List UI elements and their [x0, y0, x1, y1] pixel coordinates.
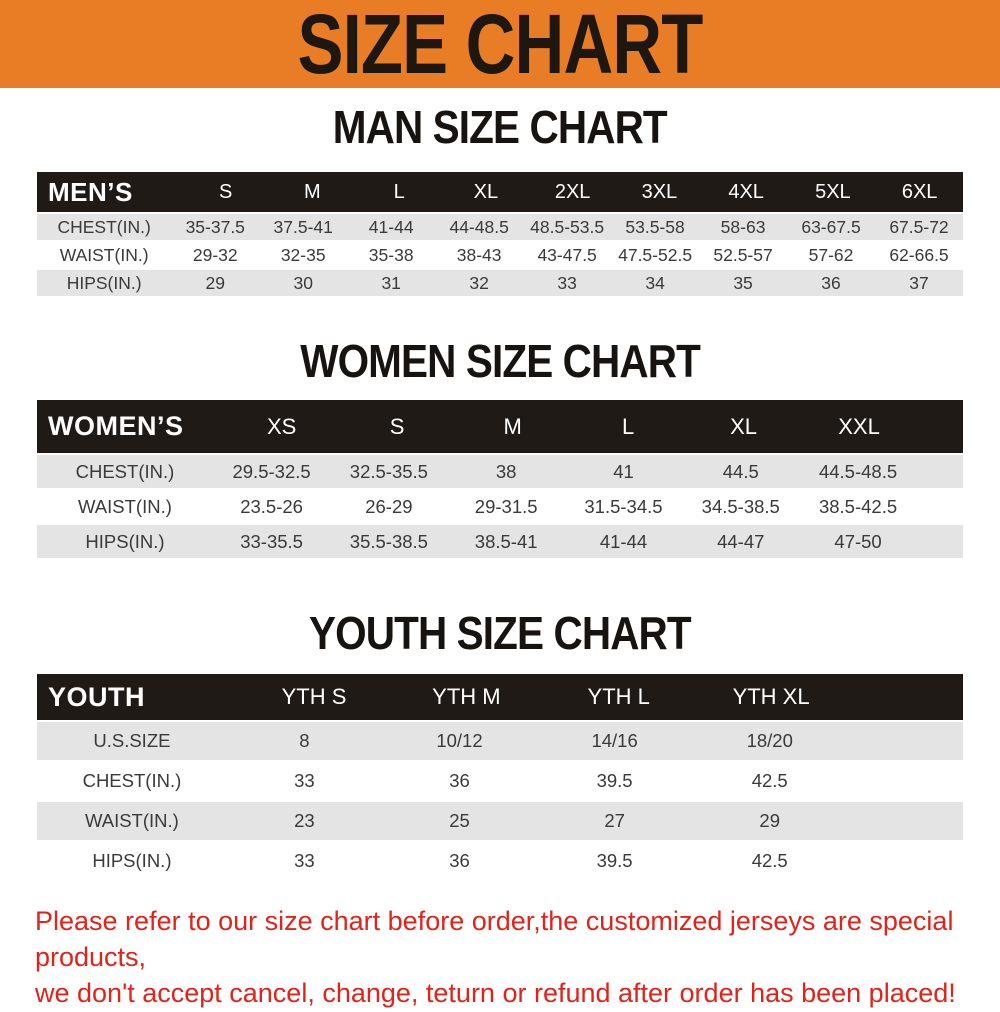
measurement-value-cell: 67.5-72	[889, 216, 949, 237]
measurement-value-cell: 33-35.5	[240, 530, 303, 552]
measurement-value-cell: 63-67.5	[801, 216, 861, 237]
measurement-value-cell: 27	[604, 810, 625, 831]
size-table-header-row	[37, 172, 963, 212]
row-label-cell: HIPS(IN.)	[66, 272, 142, 293]
size-column-header: YTH L	[587, 684, 650, 709]
row-label-cell: WAIST(IN.)	[78, 495, 172, 517]
size-column-header: 3XL	[641, 180, 678, 203]
measurement-value-cell: 39.5	[596, 770, 633, 791]
measurement-value-cell: 38-43	[456, 244, 502, 265]
measurement-value-cell: 57-62	[808, 244, 854, 265]
measurement-value-cell: 33	[294, 850, 315, 871]
size-table-header-row	[37, 674, 963, 720]
women-section-title	[0, 335, 1000, 387]
row-label-cell: CHEST(IN.)	[75, 460, 175, 482]
measurement-value-cell: 62-66.5	[889, 244, 949, 265]
measurement-value-cell: 44.5	[722, 460, 759, 482]
measurement-row	[37, 242, 963, 268]
measurement-value-cell: 18/20	[746, 730, 793, 751]
measurement-value-cell: 47.5-52.5	[618, 244, 693, 265]
measurement-value-cell: 34.5-38.5	[701, 495, 780, 517]
policy-note-line-1: Please refer to our size chart before order,the customized jerseys are special products,	[35, 906, 954, 972]
measurement-value-cell: 10/12	[436, 730, 483, 751]
size-column-header: XS	[266, 413, 297, 439]
size-chart-banner	[0, 0, 1000, 91]
measurement-value-cell: 41-44	[368, 216, 414, 237]
measurement-value-cell: 35.5-38.5	[349, 530, 428, 552]
measurement-row	[37, 525, 963, 558]
measurement-value-cell: 42.5	[751, 850, 788, 871]
measurement-value-cell: 44-48.5	[449, 216, 509, 237]
youth-section-title-text: YOUTH SIZE CHART	[309, 607, 691, 659]
size-column-header: YTH XL	[732, 684, 810, 709]
measurement-value-cell: 34	[645, 272, 665, 293]
measurement-value-cell: 52.5-57	[713, 244, 773, 265]
measurement-value-cell: 44.5-48.5	[818, 460, 898, 482]
size-column-header: 2XL	[554, 180, 591, 203]
row-label-cell: U.S.SIZE	[93, 730, 171, 751]
measurement-value-cell: 35-38	[368, 244, 414, 265]
policy-note-line-2: we don't accept cancel, change, teturn or refund after order has been placed!	[35, 977, 956, 1008]
measurement-value-cell: 36	[449, 770, 470, 791]
size-column-header: XL	[473, 180, 499, 203]
measurement-value-cell: 36	[449, 850, 470, 871]
women-size-table	[37, 400, 963, 558]
size-column-header: L	[393, 180, 405, 203]
measurement-value-cell: 29-32	[192, 244, 238, 265]
size-column-header: XL	[730, 413, 757, 439]
measurement-value-cell: 31.5-34.5	[584, 495, 663, 517]
size-column-header: L	[621, 413, 635, 439]
measurement-row	[37, 490, 963, 523]
size-column-header: S	[389, 413, 405, 439]
size-column-header: XXL	[838, 413, 880, 439]
measurement-row	[37, 842, 963, 880]
size-column-header: S	[218, 180, 233, 203]
measurement-value-cell: 32	[469, 272, 489, 293]
measurement-value-cell: 29	[205, 272, 225, 293]
size-column-header: 6XL	[901, 180, 938, 203]
measurement-row	[37, 722, 963, 760]
measurement-value-cell: 44-47	[717, 530, 765, 552]
size-column-header: 5XL	[815, 180, 851, 203]
man-size-table	[37, 172, 963, 296]
measurement-value-cell: 58-63	[720, 216, 766, 237]
measurement-row	[37, 802, 963, 840]
row-label-cell: WAIST(IN.)	[84, 810, 179, 831]
measurement-value-cell: 33	[294, 770, 315, 791]
measurement-value-cell: 48.5-53.5	[530, 216, 605, 237]
banner-title: SIZE CHART	[297, 0, 703, 91]
measurement-value-cell: 30	[293, 272, 313, 293]
measurement-row	[37, 455, 963, 488]
table-title-cell: YOUTH	[48, 681, 145, 712]
measurement-value-cell: 41	[613, 460, 634, 482]
order-policy-note	[35, 904, 990, 1012]
measurement-value-cell: 36	[821, 272, 841, 293]
measurement-value-cell: 43-47.5	[537, 244, 597, 265]
row-label-cell: WAIST(IN.)	[59, 244, 149, 265]
size-table-header-row	[37, 400, 963, 453]
row-label-cell: HIPS(IN.)	[85, 530, 165, 552]
size-column-header: YTH M	[432, 684, 501, 709]
size-column-header: M	[503, 413, 522, 439]
measurement-value-cell: 38	[495, 460, 517, 482]
measurement-value-cell: 23	[294, 810, 315, 831]
measurement-value-cell: 35-37.5	[185, 216, 245, 237]
measurement-value-cell: 31	[381, 272, 401, 293]
table-title-cell: WOMEN’S	[48, 411, 184, 441]
youth-section-title	[0, 607, 1000, 659]
measurement-value-cell: 37.5-41	[273, 216, 333, 237]
row-label-cell: HIPS(IN.)	[92, 850, 172, 871]
measurement-value-cell: 47-50	[834, 530, 882, 552]
measurement-value-cell: 32-35	[280, 244, 326, 265]
man-section-title-text: MAN SIZE CHART	[332, 101, 667, 153]
youth-size-table	[37, 674, 963, 880]
row-label-cell: CHEST(IN.)	[82, 770, 182, 791]
measurement-value-cell: 38.5-42.5	[818, 495, 898, 517]
size-column-header: YTH S	[281, 684, 347, 709]
size-column-header: 4XL	[728, 180, 764, 203]
measurement-value-cell: 29-31.5	[474, 495, 538, 517]
measurement-value-cell: 39.5	[596, 850, 633, 871]
measurement-value-cell: 8	[299, 730, 310, 751]
measurement-value-cell: 23.5-26	[240, 495, 303, 517]
women-section-title-text: WOMEN SIZE CHART	[300, 335, 700, 387]
measurement-value-cell: 32.5-35.5	[349, 460, 428, 482]
measurement-row	[37, 270, 963, 296]
measurement-value-cell: 41-44	[599, 530, 648, 552]
measurement-value-cell: 14/16	[591, 730, 638, 751]
man-section-title	[0, 101, 1000, 153]
size-column-header: M	[304, 180, 321, 203]
measurement-value-cell: 42.5	[751, 770, 788, 791]
measurement-value-cell: 29	[759, 810, 780, 831]
measurement-value-cell: 33	[557, 272, 577, 293]
row-label-cell: CHEST(IN.)	[57, 216, 151, 237]
measurement-value-cell: 29.5-32.5	[232, 460, 311, 482]
table-title-cell: MEN’S	[48, 176, 133, 207]
measurement-row	[37, 214, 963, 240]
measurement-value-cell: 37	[909, 272, 929, 293]
measurement-value-cell: 53.5-58	[625, 216, 685, 237]
measurement-value-cell: 35	[733, 272, 753, 293]
measurement-value-cell: 26-29	[365, 495, 413, 517]
measurement-row	[37, 762, 963, 800]
measurement-value-cell: 38.5-41	[474, 530, 538, 552]
measurement-value-cell: 25	[449, 810, 470, 831]
